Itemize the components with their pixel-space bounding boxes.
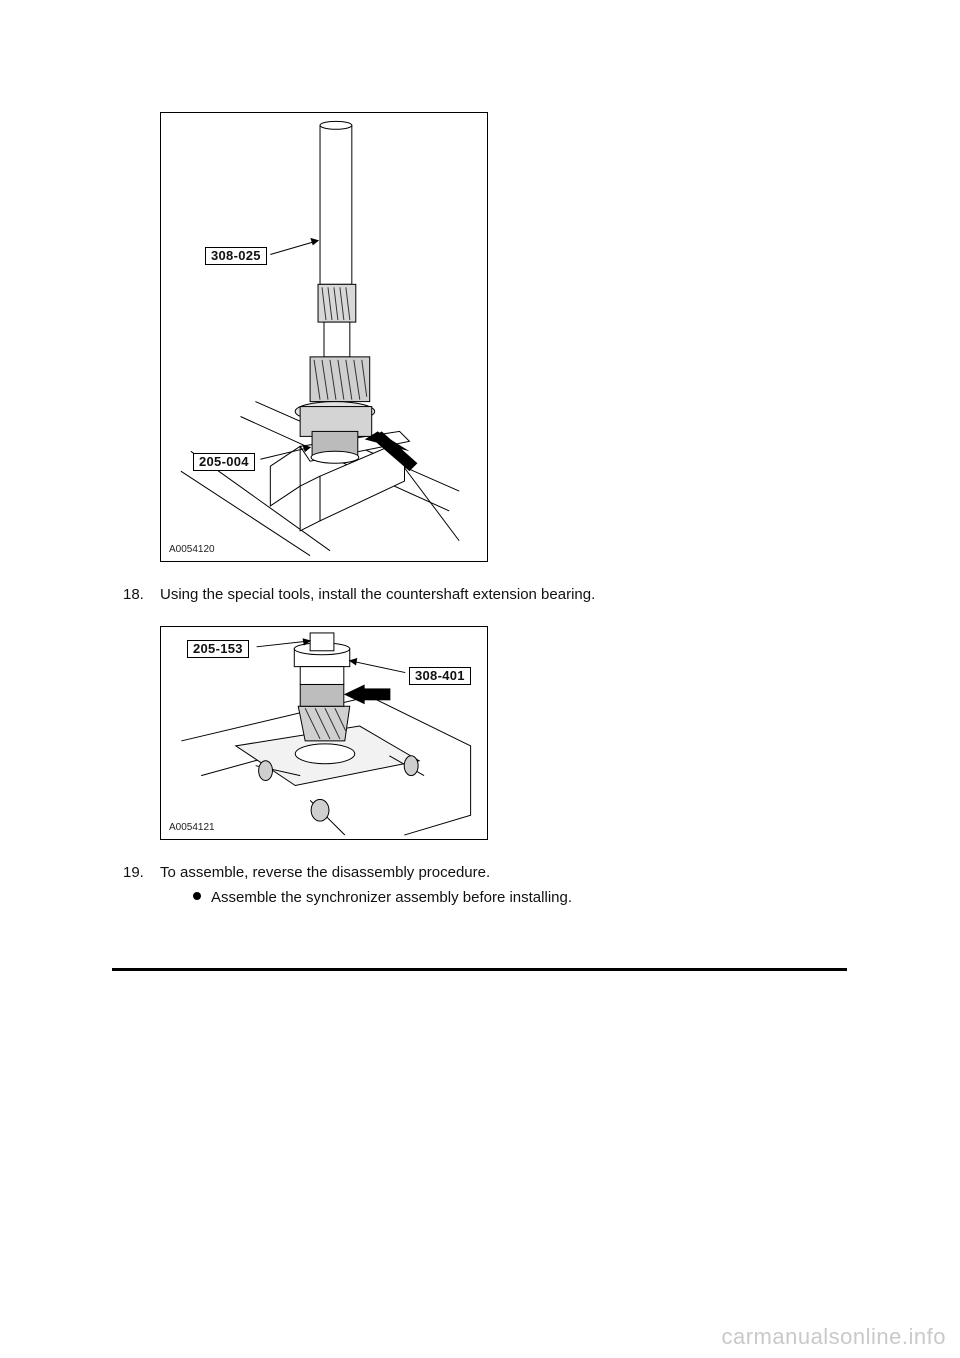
tool-callout-205-004: 205-004 xyxy=(193,453,255,471)
step-number: 18. xyxy=(123,586,144,603)
step-number: 19. xyxy=(123,864,144,881)
extension-bearing-illustration xyxy=(161,627,487,839)
bullet-item xyxy=(193,889,572,907)
bullet-icon xyxy=(193,892,201,900)
step-text: Using the special tools, install the countershaft extension bearing. xyxy=(160,586,596,603)
figure-id: A0054121 xyxy=(169,822,215,833)
tool-callout-308-401: 308-401 xyxy=(409,667,471,685)
step-text: To assemble, reverse the disassembly procedure. xyxy=(160,864,491,881)
tool-callout-308-025: 308-025 xyxy=(205,247,267,265)
step-18 xyxy=(123,586,595,604)
watermark-footer: carmanualsonline.info xyxy=(721,1324,946,1349)
tool-callout-205-153: 205-153 xyxy=(187,640,249,658)
figure-id: A0054120 xyxy=(169,544,215,555)
section-divider xyxy=(112,968,847,971)
countershaft-press-illustration xyxy=(161,113,487,561)
figure-countershaft-press xyxy=(160,112,488,562)
step-19 xyxy=(123,864,490,882)
bullet-text: Assemble the synchronizer assembly before installing. xyxy=(211,889,573,906)
figure-extension-bearing xyxy=(160,626,488,840)
